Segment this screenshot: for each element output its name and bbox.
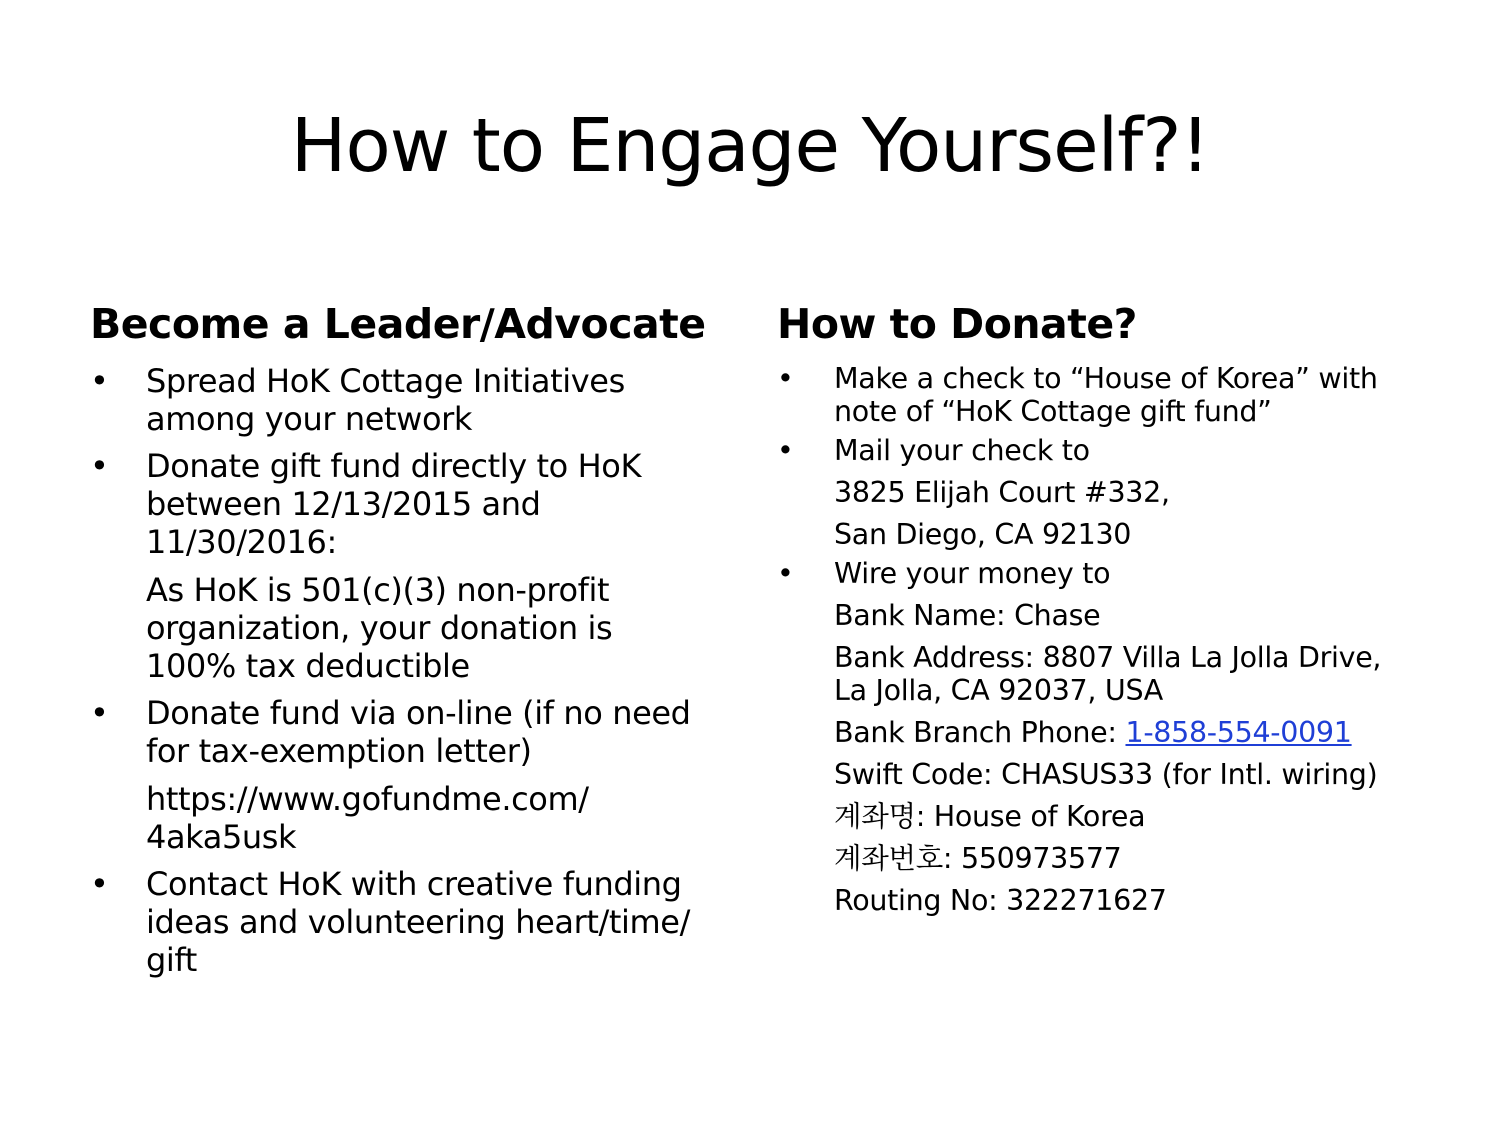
routing-number: Routing No: 322271627 <box>834 884 1167 917</box>
mail-address-city <box>834 518 1477 551</box>
address-line: 3825 Elijah Court #332, <box>834 476 1170 509</box>
bank-address-line: Bank Address: 8807 Villa La Jolla Drive, <box>834 641 1382 674</box>
slide-title: How to Engage Yourself?! <box>290 103 1210 189</box>
sub-line: 100% tax deductible <box>146 647 470 685</box>
mail-address <box>834 476 1477 509</box>
bank-address-line: La Jolla, CA 92037, USA <box>834 674 1163 707</box>
sub-line: As HoK is 501(c)(3) non-profit <box>146 571 610 609</box>
leader-advocate-list <box>90 362 740 979</box>
item-line: Make a check to “House of Korea” with <box>834 362 1378 395</box>
item-line: Wire your money to <box>834 557 1111 590</box>
item-line: 11/30/2016: <box>146 523 337 561</box>
item-line: note of “HoK Cottage gift fund” <box>834 395 1272 428</box>
bank-branch-phone <box>834 716 1477 749</box>
item-line: Contact HoK with creative funding <box>146 865 682 903</box>
item-line: Donate fund via on-line (if no need <box>146 694 691 732</box>
bullet-icon: • <box>90 865 109 903</box>
item-line: for tax-exemption letter) <box>146 732 532 770</box>
list-item <box>90 865 740 979</box>
item-line: Spread HoK Cottage Initiatives <box>146 362 625 400</box>
bullet-icon: • <box>777 362 794 395</box>
bullet-icon: • <box>90 447 109 485</box>
leader-advocate-column <box>90 296 740 988</box>
tax-note <box>146 571 740 685</box>
leader-advocate-heading: Become a Leader/Advocate <box>90 300 706 348</box>
bullet-icon: • <box>90 362 109 400</box>
list-item <box>777 434 1477 551</box>
list-item <box>90 694 740 856</box>
list-item <box>90 362 740 438</box>
list-item <box>90 447 740 685</box>
sub-line: organization, your donation is <box>146 609 613 647</box>
sub-line: 4aka5usk <box>146 818 297 856</box>
donate-column <box>777 296 1477 923</box>
bank-address <box>834 641 1477 707</box>
list-item <box>777 557 1477 917</box>
item-line: among your network <box>146 400 473 438</box>
address-line: San Diego, CA 92130 <box>834 518 1132 551</box>
gofundme-url <box>146 780 740 856</box>
item-line: ideas and volunteering heart/time/ <box>146 903 690 941</box>
bullet-icon: • <box>777 557 794 590</box>
account-name: 계좌명: House of Korea <box>834 800 1146 833</box>
sub-line: https://www.gofundme.com/ <box>146 780 589 818</box>
item-line: Donate gift fund directly to HoK <box>146 447 642 485</box>
bullet-icon: • <box>777 434 794 467</box>
donate-heading: How to Donate? <box>777 300 1137 348</box>
list-item <box>777 362 1477 428</box>
branch-phone-label: Bank Branch Phone: <box>834 716 1126 749</box>
account-number: 계좌번호: 550973577 <box>834 842 1122 875</box>
bank-name: Bank Name: Chase <box>834 599 1101 632</box>
item-line: Mail your check to <box>834 434 1090 467</box>
item-line: gift <box>146 941 197 979</box>
bullet-icon: • <box>90 694 109 732</box>
swift-code: Swift Code: CHASUS33 (for Intl. wiring) <box>834 758 1378 791</box>
donate-list <box>777 362 1477 917</box>
item-line: between 12/13/2015 and <box>146 485 541 523</box>
branch-phone-link[interactable]: 1-858-554-0091 <box>1125 716 1352 749</box>
